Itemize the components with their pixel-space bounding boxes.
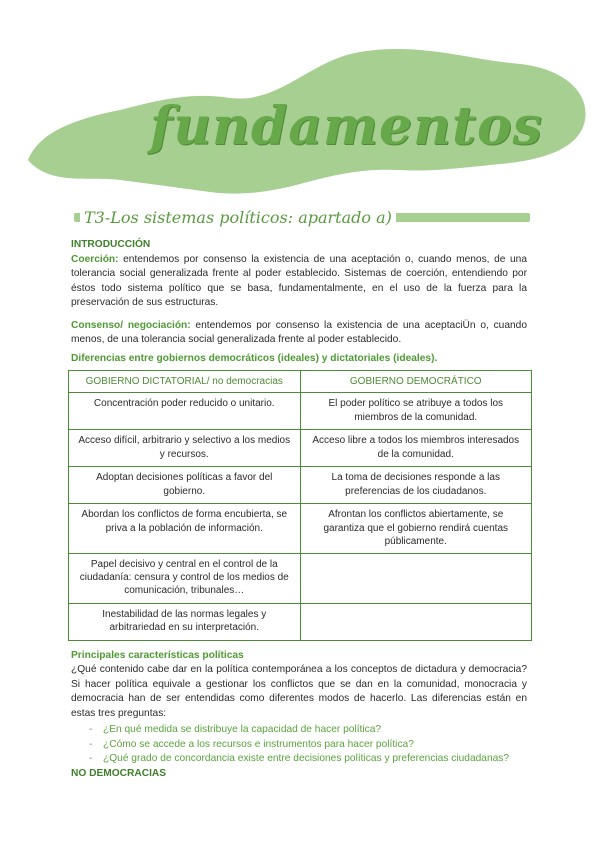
table-header-row (69, 371, 532, 393)
list-item: - ¿En qué medida se distribuye la capacidad de hacer política? (91, 723, 527, 738)
table-cell: Concentración poder reducido o unitario. (69, 393, 301, 430)
table-cell: Acceso difícil, arbitrario y selectivo a los medios y recursos. (69, 430, 301, 467)
coercion-label: Coerción: (71, 253, 119, 265)
consenso-label: Consenso/ negociación: (71, 319, 191, 331)
table-cell: Afrontan los conflictos abiertamente, se garantiza que el gobierno rendirá cuentas públicamente. (300, 504, 532, 553)
table-row (69, 603, 532, 640)
table-row (69, 504, 532, 553)
table-cell: El poder político se atribuye a todos los miembros de la comunidad. (300, 393, 532, 430)
table-row (69, 553, 532, 603)
table-cell: Papel decisivo y central en el control de la ciudadanía: censura y control de los medios de comunicación, tribunales… (69, 553, 301, 603)
section-title: T3-Los sistemas políticos: apartado a) (80, 208, 396, 228)
header-dictatorial: GOBIERNO DICTATORIAL/ no democracias (69, 371, 301, 393)
bullet-dash: - (89, 738, 93, 750)
list-item: - ¿Qué grado de concordancia existe entre decisiones políticas y preferencias ciudadanas? (91, 752, 527, 767)
table-cell (300, 603, 532, 640)
table-cell: Abordan los conflictos de forma encubierta, se priva a la población de información. (69, 504, 301, 553)
bullet-dash: - (89, 753, 93, 765)
list-item: - ¿Cómo se accede a los recursos e instrumentos para hacer política? (91, 738, 527, 753)
comparison-table (68, 370, 532, 641)
characteristics-heading: Principales características políticas (71, 649, 244, 661)
table-row (69, 393, 532, 430)
table-cell: La toma de decisiones responde a las preferencias de los ciudadanos. (300, 467, 532, 504)
banner (0, 0, 600, 205)
coercion-text: entendemos por consenso la existencia de una aceptación o, cuando menos, de una tolerancia social generalizada frente al poder establecido. Sistemas de coerción, entendiendo por éstos todo sistema político que se basa, fundamentalmente, en el uso de la fuerza para la preservación de sus estructuras. (71, 253, 527, 308)
bullet-dash: - (89, 724, 93, 736)
document-body (71, 238, 527, 781)
questions-list (71, 723, 527, 767)
differences-heading: Diferencias entre gobiernos democráticos (ideales) y dictatoriales (ideales). (71, 352, 438, 364)
section-header (74, 208, 530, 228)
no-democracias-heading: NO DEMOCRACIAS (71, 767, 167, 779)
table-cell: Adoptan decisiones políticas a favor del gobierno. (69, 467, 301, 504)
banner-title: fundamentos (150, 96, 543, 157)
intro-heading: INTRODUCCIÓN (71, 239, 151, 250)
table-row (69, 430, 532, 467)
consenso-paragraph (71, 319, 527, 348)
table-cell (300, 553, 532, 603)
coercion-paragraph (71, 253, 527, 311)
header-democratic: GOBIERNO DEMOCRÁTICO (300, 371, 532, 393)
table-row (69, 467, 532, 504)
table-cell: Acceso libre a todos los miembros interesados de la comunidad. (300, 430, 532, 467)
characteristics-text: ¿Qué contenido cabe dar en la política contemporánea a los conceptos de dictadura y democracia? Si hacer política equivale a gestionar los conflictos que se dan en la comunidad, monocracia y democracia han de ser entendidas como diferentes modos de hacerlo. Las diferencias están en estas tres preguntas: (71, 664, 527, 719)
consenso-text: entendemos por consenso la existencia de una aceptaciÜn o, cuando menos, de una tolerancia social generalizada frente al poder establecido. (71, 319, 527, 345)
table-cell: Inestabilidad de las normas legales y arbitrariedad en su interpretación. (69, 603, 301, 640)
